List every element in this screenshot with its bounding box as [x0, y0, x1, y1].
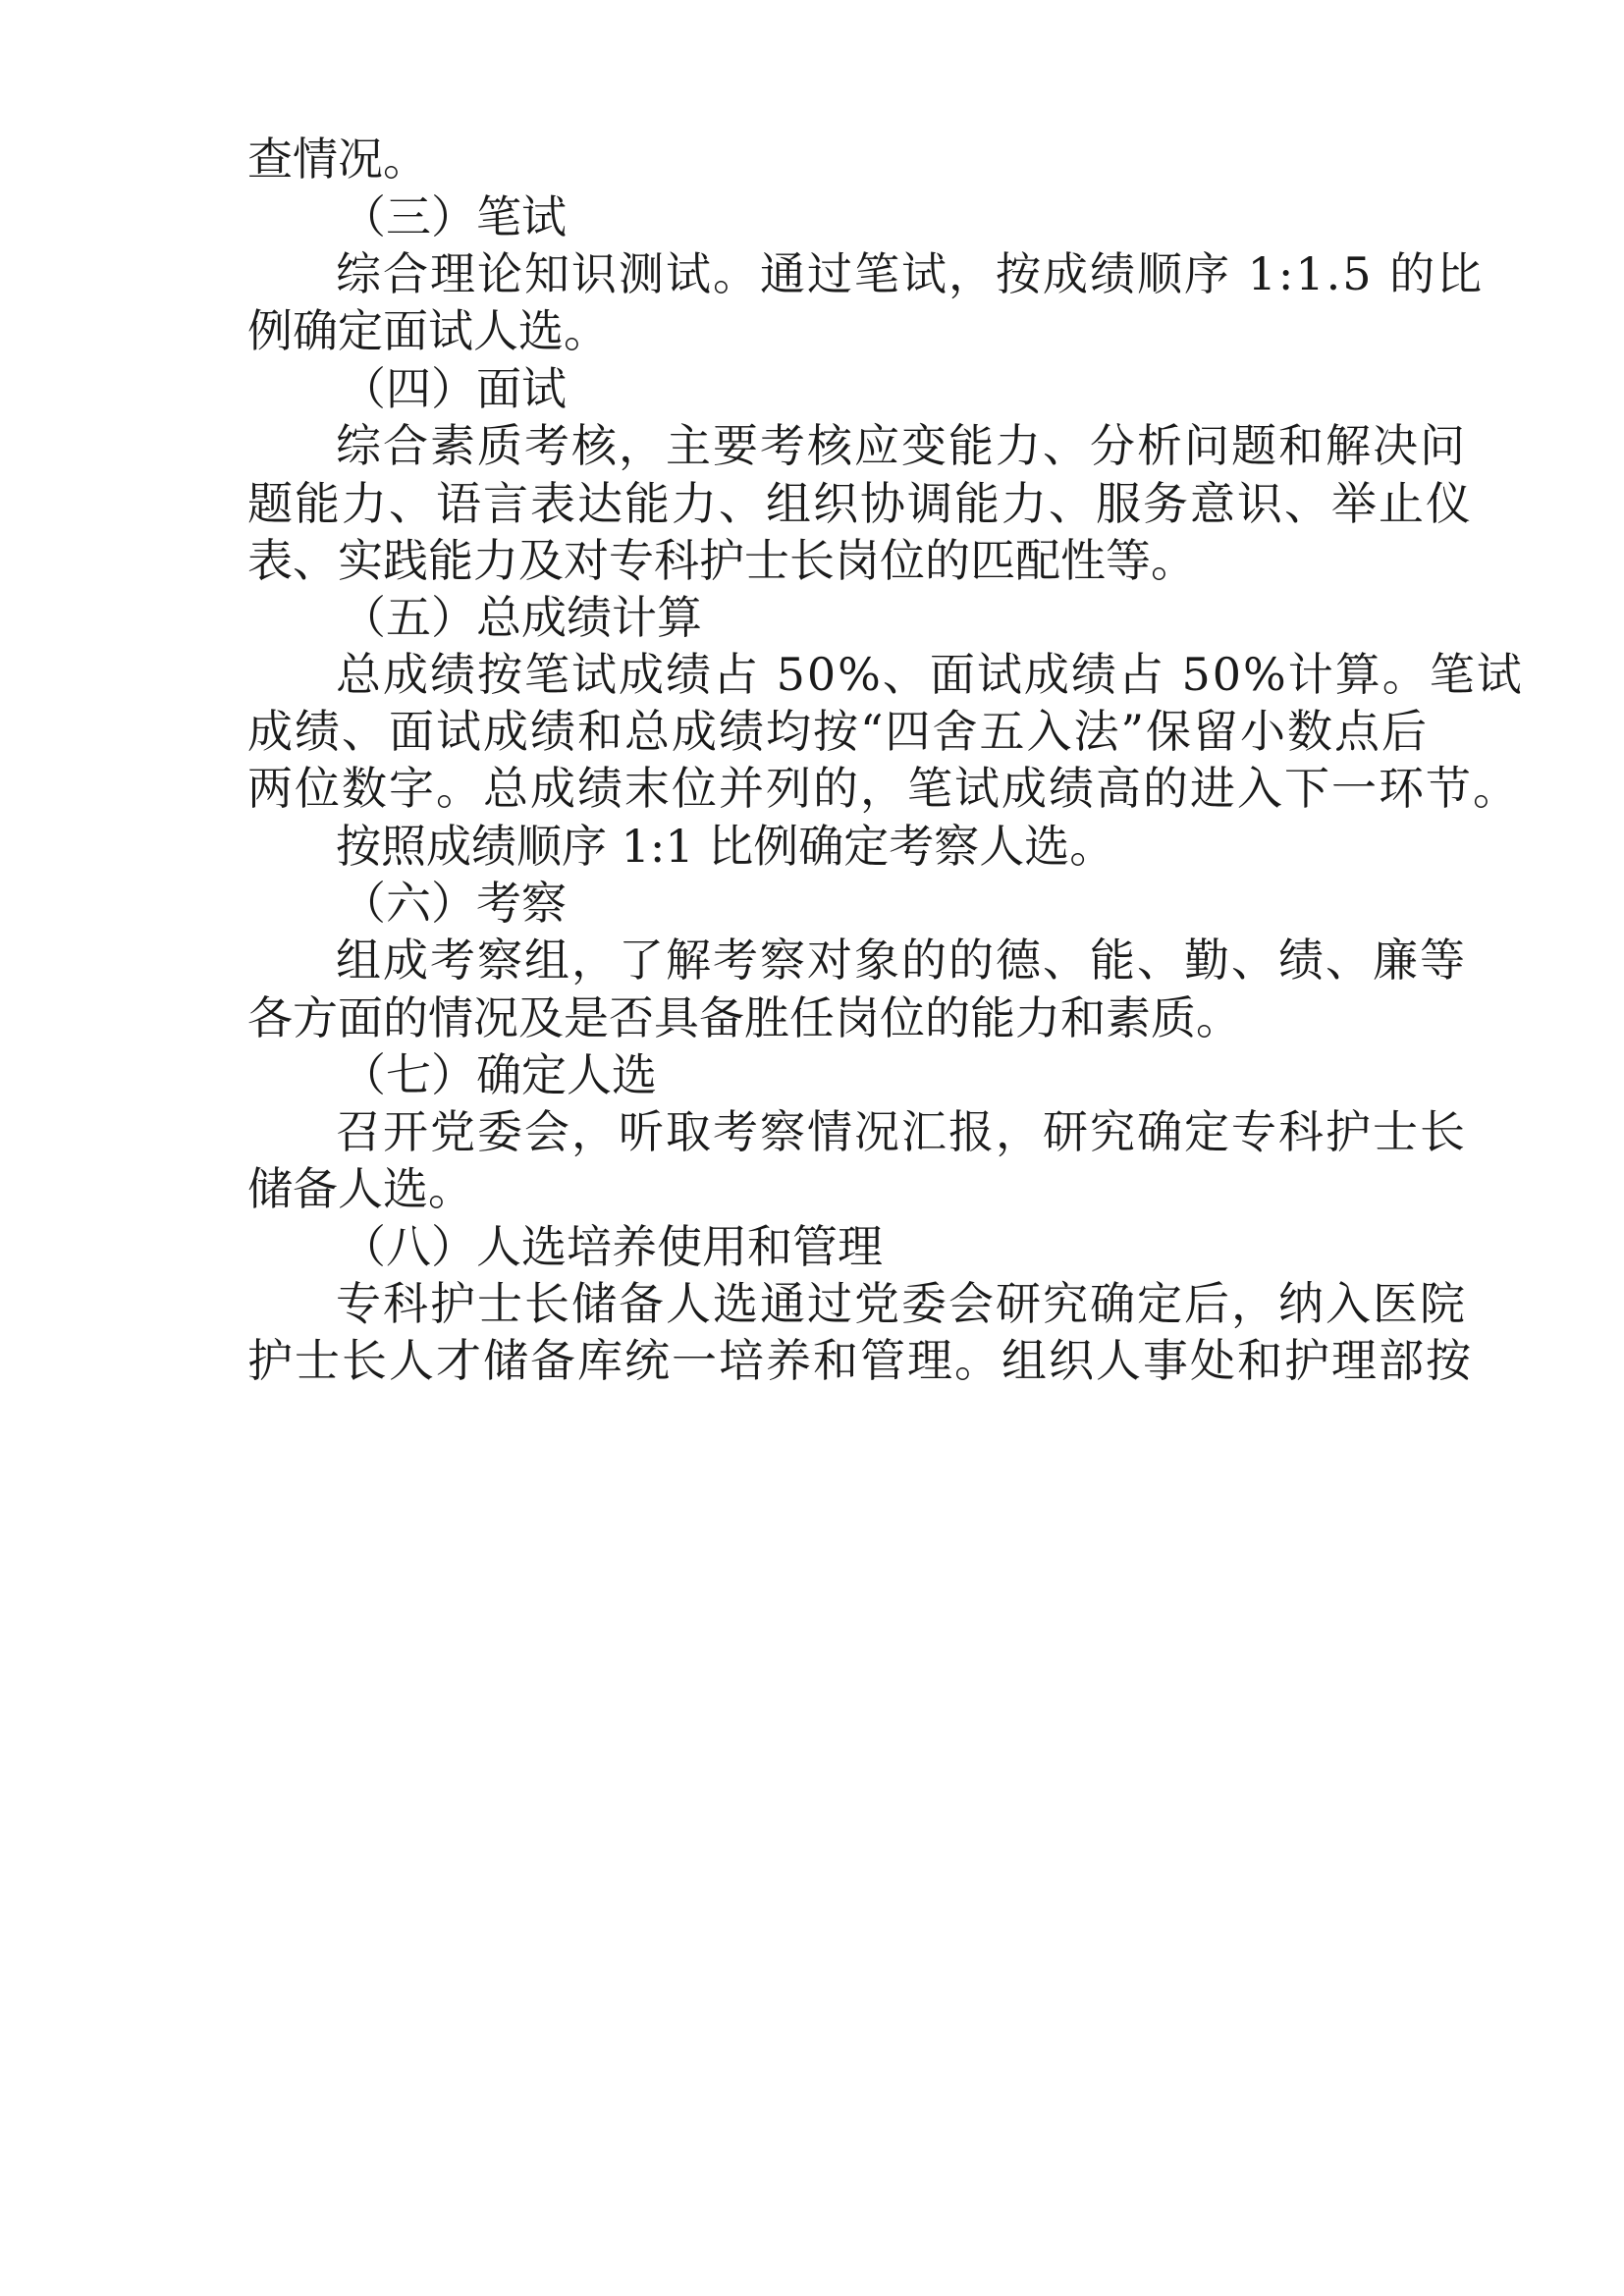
- paragraph-line: 按照成绩顺序 1:1 比例确定考察人选。: [336, 820, 1115, 873]
- section-heading-inspection: （六）考察: [341, 877, 567, 930]
- paragraph-line: 召开党委会，听取考察情况汇报，研究确定专科护士长: [336, 1105, 1467, 1158]
- paragraph-line: 组成考察组，了解考察对象的的德、能、勤、绩、廉等: [336, 934, 1467, 987]
- paragraph-line: 综合素质考核，主要考核应变能力、分析问题和解决问: [336, 419, 1467, 472]
- paragraph-line: 查情况。: [247, 133, 428, 186]
- paragraph-line: 总成绩按笔试成绩占 50%、面试成绩占 50%计算。笔试: [336, 648, 1524, 701]
- paragraph-line: 例确定面试人选。: [247, 304, 609, 357]
- section-heading-written-exam: （三）笔试: [341, 190, 567, 243]
- paragraph-line: 各方面的情况及是否具备胜任岗位的能力和素质。: [247, 991, 1241, 1044]
- paragraph-line: 专科护士长储备人选通过党委会研究确定后，纳入医院: [336, 1277, 1467, 1330]
- paragraph-line: 成绩、面试成绩和总成绩均按“四舍五入法”保留小数点后: [247, 705, 1430, 758]
- paragraph-line: 综合理论知识测试。通过笔试，按成绩顺序 1:1.5 的比: [336, 247, 1485, 300]
- section-heading-training-management: （八）人选培养使用和管理: [341, 1220, 883, 1273]
- paragraph-line: 题能力、语言表达能力、组织协调能力、服务意识、举止仪: [247, 477, 1473, 530]
- paragraph-line: 两位数字。总成绩末位并列的，笔试成绩高的进入下一环节。: [247, 762, 1520, 815]
- paragraph-line: 护士长人才储备库统一培养和管理。组织人事处和护理部按: [247, 1334, 1473, 1387]
- section-heading-total-score: （五）总成绩计算: [341, 591, 702, 644]
- paragraph-line: 表、实践能力及对专科护士长岗位的匹配性等。: [247, 534, 1196, 587]
- section-heading-interview: （四）面试: [341, 362, 567, 415]
- section-heading-determine-candidates: （七）确定人选: [341, 1048, 657, 1101]
- paragraph-line: 储备人选。: [247, 1162, 473, 1215]
